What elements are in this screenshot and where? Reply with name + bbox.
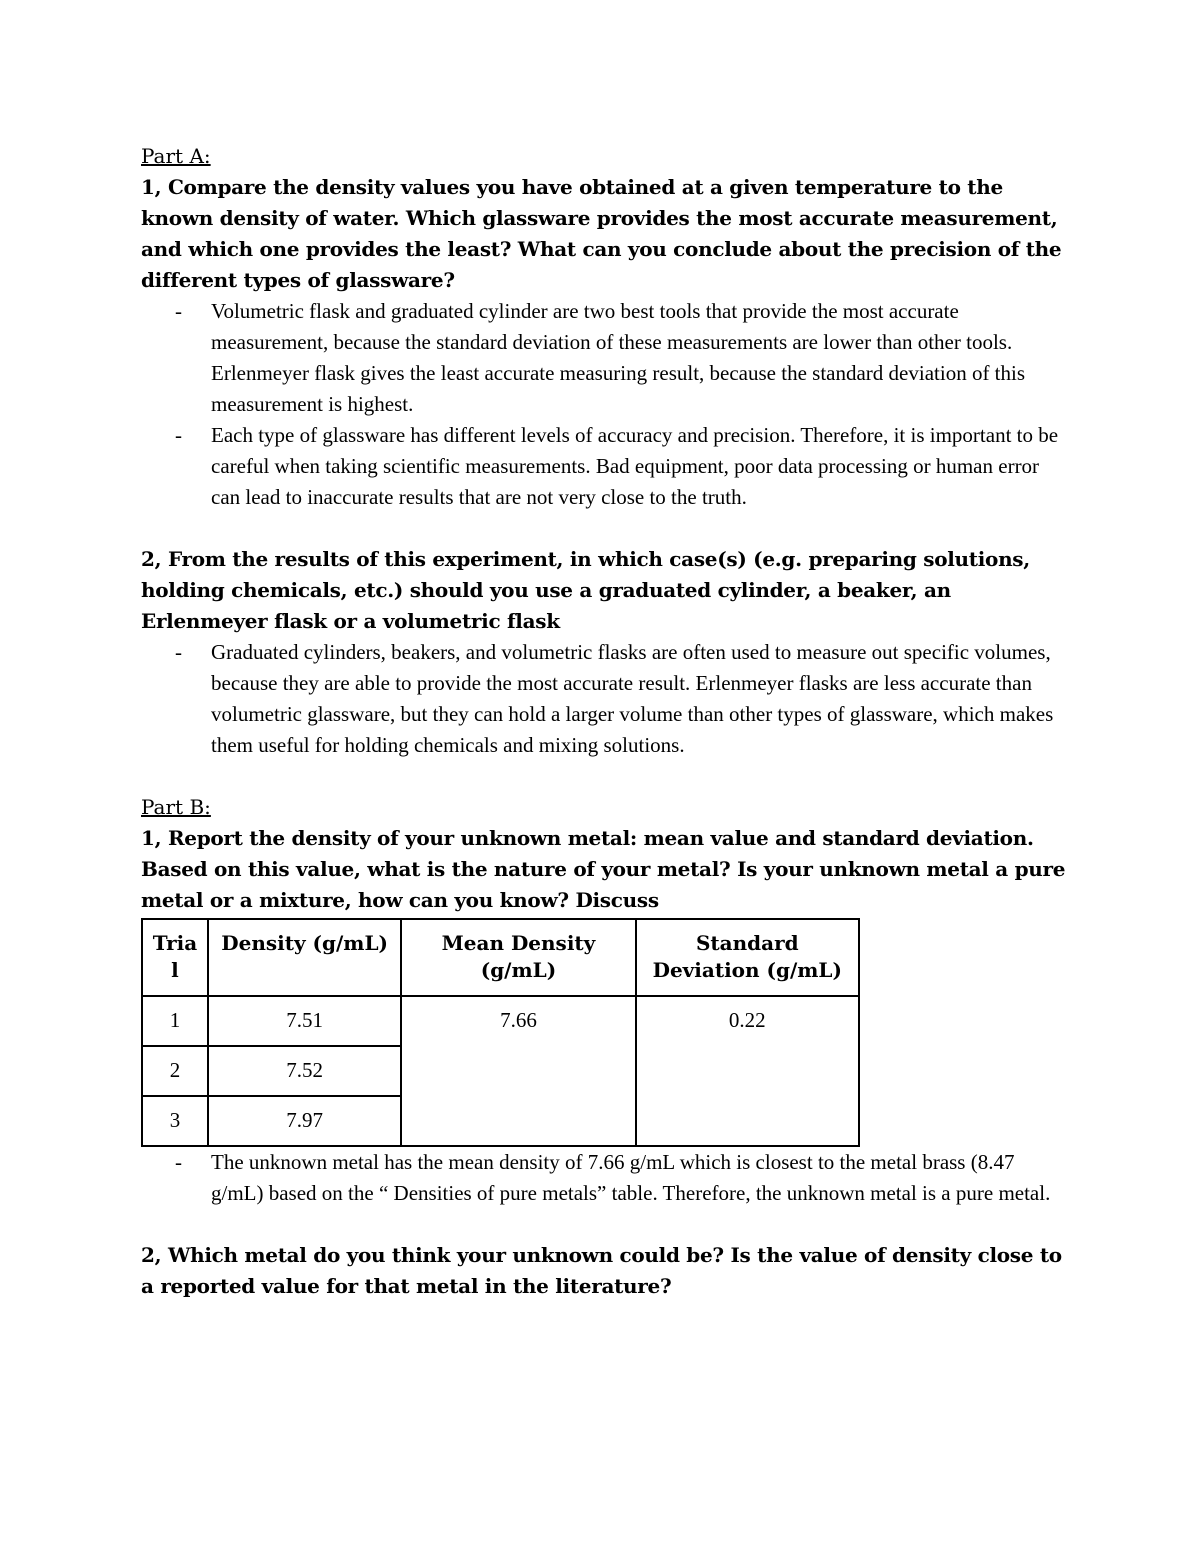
table-row (142, 996, 859, 1046)
table-header-row (142, 919, 859, 996)
header-density: Density (g/mL) (208, 919, 401, 996)
density-cell: 7.97 (208, 1096, 401, 1146)
density-cell: 7.51 (208, 996, 401, 1046)
part-a-heading: Part A: (141, 144, 211, 168)
document-page (141, 141, 1066, 1302)
answer-text: Volumetric flask and graduated cylinder are two best tools that provide the most accurate measurement, because the standard deviation of these measurements are lower than other tools. Erlenmeyer flask gives the least accurate measuring result, because the standard deviation of this measurement is highest. (211, 299, 1026, 416)
std-dev-cell: 0.22 (636, 996, 859, 1146)
part-b-q1-answer-1 (141, 1147, 1066, 1209)
mean-density-cell: 7.66 (401, 996, 635, 1146)
answer-text: Graduated cylinders, beakers, and volumetric flasks are often used to measure out specific volumes, because they are able to provide the most accurate result. Erlenmeyer flasks are less accurate than volumetric glassware, but they can hold a larger volume than other types of glassware, which makes them useful for holding chemicals and mixing solutions. (211, 640, 1054, 757)
header-trial: Tria l (142, 919, 208, 996)
answer-text: The unknown metal has the mean density of 7.66 g/mL which is closest to the metal brass (8.47 g/mL) based on the “ Densities of pure metals” table. Therefore, the unknown metal is a pure metal. (211, 1150, 1051, 1205)
part-b-heading: Part B: (141, 795, 211, 819)
part-a-q2-answer-1 (141, 637, 1066, 761)
part-b-question-1: 1, Report the density of your unknown metal: mean value and standard deviation. Based on this value, what is the nature of your metal? Is your unknown metal a pure metal or a mixture, how can you know? Discuss (141, 826, 1066, 912)
dash-bullet: - (175, 640, 182, 664)
part-a-q1-answer-2 (141, 420, 1066, 513)
dash-bullet: - (175, 299, 182, 323)
trial-cell: 1 (142, 996, 208, 1046)
trial-cell: 2 (142, 1046, 208, 1096)
part-a-q1-answer-1 (141, 296, 1066, 420)
part-a-question-1: 1, Compare the density values you have obtained at a given temperature to the known density of water. Which glassware provides the most accurate measurement, and which one provides the least? What can you conclude about the precision of the different types of glassware? (141, 175, 1062, 292)
part-a-question-2: 2, From the results of this experiment, in which case(s) (e.g. preparing solutions, holding chemicals, etc.) should you use a graduated cylinder, a beaker, an Erlenmeyer flask or a volumetric flask (141, 547, 1030, 633)
part-b-question-2: 2, Which metal do you think your unknown could be? Is the value of density close to a reported value for that metal in the literature? (141, 1243, 1062, 1298)
density-cell: 7.52 (208, 1046, 401, 1096)
header-mean-density: Mean Density (g/mL) (401, 919, 635, 996)
density-table (141, 918, 860, 1147)
trial-cell: 3 (142, 1096, 208, 1146)
answer-text: Each type of glassware has different levels of accuracy and precision. Therefore, it is important to be careful when taking scientific measurements. Bad equipment, poor data processing or human error can lead to inaccurate results that are not very close to the truth. (211, 423, 1059, 509)
dash-bullet: - (175, 1150, 182, 1174)
dash-bullet: - (175, 423, 182, 447)
header-std-dev: Standard Deviation (g/mL) (636, 919, 859, 996)
